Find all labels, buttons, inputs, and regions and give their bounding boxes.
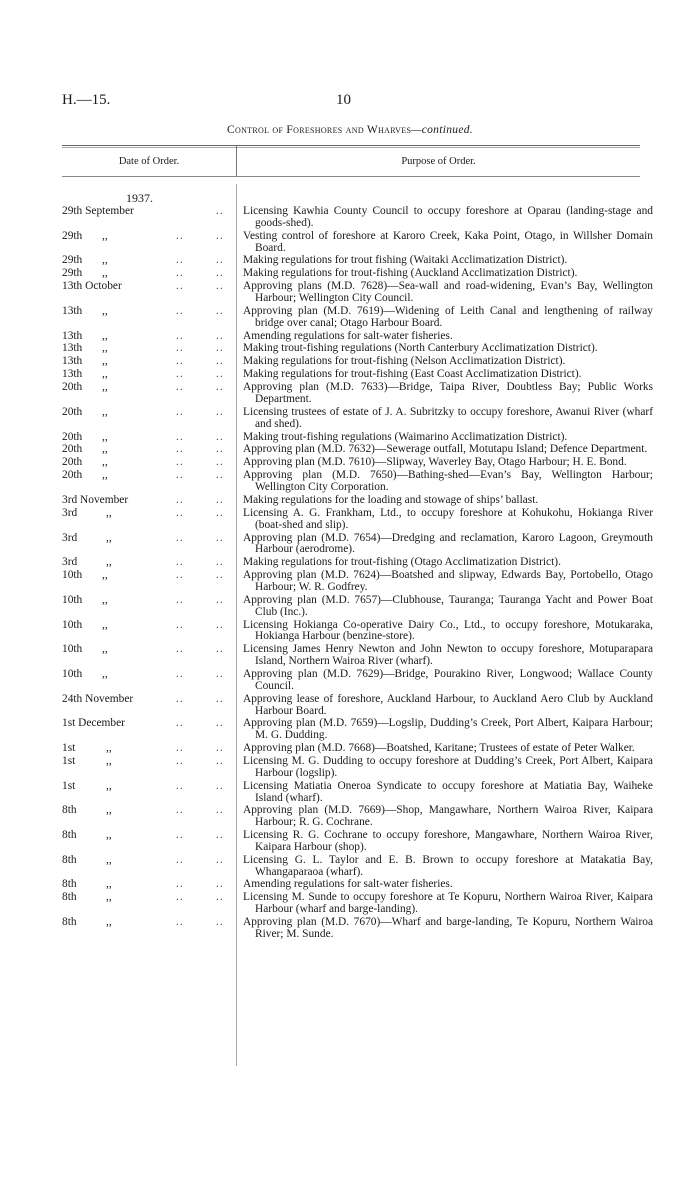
order-purpose: Making trout-fishing regulations (Waimarino Acclimatization District). — [243, 430, 568, 443]
order-purpose: Approving plan (M.D. 7668)—Boatshed, Karitane; Trustees of estate of Peter Walker. — [243, 742, 635, 755]
order-date — [62, 595, 236, 607]
ditto-mark: ,, — [106, 916, 112, 929]
ditto-mark: ,, — [102, 443, 108, 456]
leader-dots: .. — [216, 342, 224, 355]
ditto-mark: ,, — [102, 342, 108, 355]
order-date — [62, 756, 236, 768]
table-row — [62, 643, 653, 668]
leader-dots: .. — [176, 430, 184, 443]
order-day: 29th — [62, 229, 83, 242]
order-date — [62, 306, 236, 318]
order-day: 1st — [62, 754, 76, 767]
leader-dots: .. — [216, 205, 224, 217]
order-date — [62, 718, 236, 730]
table-row — [62, 356, 642, 368]
leader-dots: .. — [176, 853, 184, 866]
leader-dots: .. — [176, 804, 184, 817]
table-row — [62, 804, 653, 829]
table-row — [62, 369, 642, 381]
order-date — [62, 206, 236, 218]
order-date — [62, 356, 236, 368]
order-date — [62, 369, 236, 381]
ditto-mark: ,, — [102, 430, 108, 443]
table-row — [62, 495, 642, 507]
leader-dots: .. — [176, 754, 184, 767]
order-date — [62, 432, 236, 444]
order-day: 8th — [62, 878, 77, 891]
order-date — [62, 268, 236, 280]
header-rule — [62, 176, 640, 177]
table-row — [62, 457, 642, 469]
table-row — [62, 343, 642, 355]
order-date — [62, 743, 236, 755]
table-row — [62, 879, 642, 891]
top-rule — [62, 145, 640, 148]
order-date — [62, 570, 236, 582]
ditto-mark: ,, — [106, 506, 112, 519]
leader-dots: .. — [216, 667, 224, 680]
order-purpose: Licensing trustees of estate of J. A. Subritzky to occupy foreshore, Awanui River (wharf and shed). — [243, 405, 653, 430]
ditto-mark: ,, — [106, 878, 112, 891]
order-purpose: Approving lease of foreshore, Auckland Harbour, to Auckland Aero Club by Auckland Harbour Board. — [243, 692, 653, 717]
leader-dots: .. — [176, 355, 184, 368]
order-day: 20th — [62, 443, 83, 456]
order-day: 1st — [62, 742, 76, 755]
order-date — [62, 508, 236, 520]
ditto-mark: ,, — [106, 531, 112, 544]
page-number: 10 — [336, 92, 351, 108]
ditto-mark: ,, — [102, 569, 108, 582]
order-date — [62, 557, 236, 569]
table-row — [62, 692, 653, 718]
ditto-mark: ,, — [102, 254, 108, 267]
order-day: 29th — [62, 267, 83, 280]
leader-dots: .. — [176, 267, 184, 280]
leader-dots: .. — [216, 878, 224, 891]
order-day: 13th — [62, 368, 83, 381]
order-purpose: Approving plan (M.D. 7632)—Sewerage outfall, Motutapu Island; Defence Department. — [243, 443, 648, 456]
order-date — [62, 781, 236, 793]
order-purpose: Approving plan (M.D. 7669)—Shop, Mangawhare, Northern Wairoa River, Kaipara Harbour; R. G. Cochrane. — [243, 804, 653, 829]
ditto-mark: ,, — [106, 742, 112, 755]
leader-dots: .. — [176, 569, 184, 582]
leader-dots: .. — [176, 469, 184, 482]
ditto-mark: ,, — [106, 829, 112, 842]
leader-dots: .. — [176, 779, 184, 792]
leader-dots: .. — [176, 593, 184, 606]
leader-dots: .. — [216, 556, 224, 569]
table-row — [62, 569, 653, 594]
order-purpose: Making regulations for trout-fishing (Nelson Acclimatization District). — [243, 355, 566, 368]
leader-dots: .. — [216, 355, 224, 368]
ditto-mark: ,, — [102, 368, 108, 381]
order-date — [62, 343, 236, 355]
order-date — [62, 407, 236, 419]
column-header-date: Date of Order. — [118, 156, 180, 167]
order-day: 20th — [62, 381, 83, 394]
ditto-mark: ,, — [106, 556, 112, 569]
leader-dots: .. — [176, 280, 184, 293]
order-date — [62, 669, 236, 681]
leader-dots: .. — [216, 779, 224, 792]
table-row — [62, 381, 653, 406]
leader-dots: .. — [216, 405, 224, 418]
order-date — [62, 382, 236, 394]
leader-dots: .. — [176, 493, 184, 506]
order-purpose: Approving plan (M.D. 7619)—Widening of Leith Canal and lengthening of railway bridge over canal; Otago Harbour Board. — [243, 304, 653, 329]
leader-dots: .. — [176, 254, 184, 267]
order-purpose: Licensing M. G. Dudding to occupy foreshore at Dudding’s Creek, Port Albert, Kaipara Harbour (logslip). — [243, 754, 653, 779]
leader-dots: .. — [216, 593, 224, 606]
leader-dots: .. — [216, 916, 224, 929]
order-purpose: Vesting control of foreshore at Karoro Creek, Kaka Point, Otago, in Willsher Domain Board. — [243, 229, 653, 254]
leader-dots: .. — [216, 618, 224, 631]
table-row — [62, 443, 648, 456]
table-row — [62, 331, 642, 343]
ditto-mark: ,, — [102, 618, 108, 631]
order-date — [62, 444, 236, 456]
ditto-mark: ,, — [102, 304, 108, 317]
order-day: 3rd — [62, 531, 78, 544]
leader-dots: .. — [176, 643, 184, 656]
table-row — [62, 754, 653, 780]
order-purpose: Making regulations for trout-fishing (East Coast Acclimatization District). — [243, 368, 582, 381]
order-day: 10th — [62, 643, 83, 656]
leader-dots: .. — [216, 643, 224, 656]
table-row — [62, 618, 653, 644]
ditto-mark: ,, — [102, 593, 108, 606]
leader-dots: .. — [216, 853, 224, 866]
table-title-suffix: —continued. — [411, 124, 473, 136]
page-reference: H.—15. — [62, 92, 111, 108]
leader-dots: .. — [216, 804, 224, 817]
order-purpose: Licensing G. L. Taylor and E. B. Brown to occupy foreshore at Matakatia Bay, Whangaparaoa (wharf). — [243, 853, 653, 878]
leader-dots: .. — [176, 618, 184, 631]
table-row — [62, 891, 653, 916]
order-day: 13th — [62, 342, 83, 355]
table-row — [62, 304, 653, 330]
order-day: 13th — [62, 304, 83, 317]
order-purpose: Approving plan (M.D. 7629)—Bridge, Pourakino River, Longwood; Wallace County Council. — [243, 667, 653, 692]
order-purpose: Approving plan (M.D. 7659)—Logslip, Dudding’s Creek, Port Albert, Kaipara Harbour; M. G. Dudding. — [243, 717, 653, 742]
leader-dots: .. — [176, 829, 184, 842]
table-row — [62, 743, 642, 755]
table-title — [0, 124, 700, 136]
order-day: 10th — [62, 667, 83, 680]
ditto-mark: ,, — [102, 267, 108, 280]
leader-dots: .. — [176, 229, 184, 242]
leader-dots: .. — [176, 456, 184, 469]
order-day: 3rd — [62, 506, 78, 519]
ditto-mark: ,, — [102, 381, 108, 394]
order-purpose: Making regulations for trout fishing (Waitaki Acclimatization District). — [243, 254, 568, 267]
table-row — [62, 829, 653, 854]
order-day: 1st December — [62, 717, 125, 730]
table-row — [62, 593, 653, 619]
order-purpose: Amending regulations for salt-water fisheries. — [243, 329, 453, 342]
leader-dots: .. — [216, 254, 224, 267]
order-purpose: Making trout-fishing regulations (North Canterbury Acclimatization District). — [243, 342, 598, 355]
leader-dots: .. — [176, 878, 184, 891]
order-purpose: Making regulations for the loading and stowage of ships’ ballast. — [243, 493, 539, 506]
table-row — [62, 853, 653, 879]
ditto-mark: ,, — [106, 779, 112, 792]
leader-dots: .. — [216, 329, 224, 342]
leader-dots: .. — [216, 381, 224, 394]
leader-dots: .. — [216, 430, 224, 443]
leader-dots: .. — [176, 916, 184, 929]
ditto-mark: ,, — [102, 229, 108, 242]
order-purpose: Licensing Kawhia County Council to occupy foreshore at Oparau (landing-stage and goods-shed). — [243, 205, 653, 229]
leader-dots: .. — [176, 717, 184, 730]
leader-dots: .. — [176, 692, 184, 705]
table-title-main: Control of Foreshores and Wharves — [227, 124, 412, 136]
ditto-mark: ,, — [102, 643, 108, 656]
order-date — [62, 533, 236, 545]
order-purpose: Approving plan (M.D. 7654)—Dredging and reclamation, Karoro Lagoon, Greymouth Harbour (aerodrome). — [243, 531, 653, 556]
order-purpose: Approving plans (M.D. 7628)—Sea-wall and road-widening, Evan’s Bay, Wellington Harbour; Wellington City Council. — [243, 280, 653, 305]
ditto-mark: ,, — [102, 355, 108, 368]
leader-dots: .. — [176, 891, 184, 904]
table-row — [62, 405, 653, 431]
order-day: 13th October — [62, 280, 122, 293]
leader-dots: .. — [176, 531, 184, 544]
order-date — [62, 331, 236, 343]
ditto-mark: ,, — [102, 469, 108, 482]
order-date — [62, 917, 236, 929]
leader-dots: .. — [176, 368, 184, 381]
leader-dots: .. — [216, 531, 224, 544]
table-row — [62, 268, 642, 280]
order-purpose: Licensing Hokianga Co-operative Dairy Co., Ltd., to occupy foreshore, Motukaraka, Hokianga Harbour (benzine-store). — [243, 618, 653, 643]
order-day: 24th November — [62, 692, 134, 705]
ditto-mark: ,, — [106, 853, 112, 866]
order-purpose: Licensing M. Sunde to occupy foreshore at Te Kopuru, Northern Wairoa River, Kaipara Harbour (wharf and barge-landing). — [243, 891, 653, 916]
order-day: 29th — [62, 254, 83, 267]
table-row — [62, 916, 653, 941]
leader-dots: .. — [216, 304, 224, 317]
table-row — [62, 432, 642, 444]
table-row — [62, 779, 653, 805]
leader-dots: .. — [176, 556, 184, 569]
leader-dots: .. — [216, 891, 224, 904]
leader-dots: .. — [216, 692, 224, 705]
leader-dots: .. — [216, 456, 224, 469]
order-day: 8th — [62, 829, 77, 842]
order-date — [62, 495, 236, 507]
leader-dots: .. — [216, 267, 224, 280]
order-purpose: Making regulations for trout-fishing (Auckland Acclimatization District). — [243, 267, 578, 280]
order-day: 13th — [62, 355, 83, 368]
order-date — [62, 470, 236, 482]
order-date — [62, 231, 236, 243]
ditto-mark: ,, — [106, 804, 112, 817]
order-date — [62, 457, 236, 469]
ditto-mark: ,, — [106, 891, 112, 904]
order-day: 20th — [62, 405, 83, 418]
order-day: 8th — [62, 853, 77, 866]
order-purpose: Approving plan (M.D. 7670)—Wharf and barge-landing, Te Kopuru, Northern Wairoa River; M. Sunde. — [243, 916, 653, 940]
order-day: 3rd November — [62, 493, 129, 506]
ditto-mark: ,, — [106, 754, 112, 767]
order-day: 3rd — [62, 556, 78, 569]
order-date — [62, 620, 236, 632]
leader-dots: .. — [176, 304, 184, 317]
order-day: 20th — [62, 456, 83, 469]
leader-dots: .. — [176, 667, 184, 680]
table-row — [62, 506, 653, 532]
order-date — [62, 644, 236, 656]
order-day: 29th September — [62, 205, 134, 217]
ditto-mark: ,, — [102, 405, 108, 418]
leader-dots: .. — [176, 381, 184, 394]
order-day: 8th — [62, 804, 77, 817]
order-purpose: Approving plan (M.D. 7650)—Bathing-shed—Evan’s Bay, Wellington Harbour; Wellington City Corporation. — [243, 469, 653, 494]
leader-dots: .. — [216, 493, 224, 506]
order-purpose: Approving plan (M.D. 7610)—Slipway, Waverley Bay, Otago Harbour; H. E. Bond. — [243, 456, 627, 469]
leader-dots: .. — [216, 569, 224, 582]
orders-table — [62, 205, 653, 942]
leader-dots: .. — [216, 742, 224, 755]
order-purpose: Licensing A. G. Frankham, Ltd., to occupy foreshore at Kohukohu, Hokianga River (boat-shed and slip). — [243, 506, 653, 531]
leader-dots: .. — [216, 829, 224, 842]
order-purpose: Amending regulations for salt-water fisheries. — [243, 878, 453, 891]
leader-dots: .. — [216, 506, 224, 519]
table-row — [62, 717, 653, 742]
year-label: 1937. — [126, 191, 153, 205]
leader-dots: .. — [216, 717, 224, 730]
order-day: 10th — [62, 593, 83, 606]
leader-dots: .. — [176, 329, 184, 342]
order-day: 13th — [62, 329, 83, 342]
ditto-mark: ,, — [102, 329, 108, 342]
leader-dots: .. — [176, 342, 184, 355]
order-purpose: Licensing R. G. Cochrane to occupy foreshore, Mangawhare, Northern Wairoa River, Kaipara Harbour (shop). — [243, 829, 653, 853]
leader-dots: .. — [216, 229, 224, 242]
table-row — [62, 557, 642, 569]
leader-dots: .. — [176, 742, 184, 755]
leader-dots: .. — [216, 469, 224, 482]
table-row — [62, 280, 653, 305]
order-date — [62, 892, 236, 904]
order-purpose: Approving plan (M.D. 7633)—Bridge, Taipa River, Doubtless Bay; Public Works Department. — [243, 381, 653, 406]
leader-dots: .. — [176, 405, 184, 418]
order-day: 8th — [62, 916, 77, 929]
table-row — [62, 255, 642, 267]
order-date — [62, 694, 236, 706]
order-date — [62, 855, 236, 867]
order-day: 20th — [62, 469, 83, 482]
order-day: 1st — [62, 779, 76, 792]
leader-dots: .. — [216, 280, 224, 293]
order-day: 20th — [62, 430, 83, 443]
order-day: 8th — [62, 891, 77, 904]
table-row — [62, 229, 653, 255]
order-purpose: Licensing Matiatia Oneroa Syndicate to occupy foreshore at Matiatia Bay, Waiheke Island (wharf). — [243, 779, 653, 804]
order-date — [62, 879, 236, 891]
order-date — [62, 255, 236, 267]
order-date — [62, 830, 236, 842]
order-day: 10th — [62, 569, 83, 582]
leader-dots: .. — [176, 506, 184, 519]
order-date — [62, 805, 236, 817]
leader-dots: .. — [176, 443, 184, 456]
order-purpose: Approving plan (M.D. 7657)—Clubhouse, Tauranga; Tauranga Yacht and Power Boat Club (Inc.). — [243, 593, 653, 618]
order-date — [62, 281, 236, 293]
table-row — [62, 667, 653, 693]
leader-dots: .. — [216, 443, 224, 456]
table-row — [62, 531, 653, 557]
table-row — [62, 469, 653, 494]
order-day: 10th — [62, 618, 83, 631]
order-purpose: Making regulations for trout-fishing (Otago Acclimatization District). — [243, 556, 561, 569]
ditto-mark: ,, — [102, 667, 108, 680]
table-row — [62, 205, 653, 230]
order-purpose: Licensing James Henry Newton and John Newton to occupy foreshore, Motuparapara Island, Northern Wairoa River (wharf). — [243, 643, 653, 668]
leader-dots: .. — [216, 368, 224, 381]
order-purpose: Approving plan (M.D. 7624)—Boatshed and slipway, Edwards Bay, Portobello, Otago Harbour; W. R. Godfrey. — [243, 569, 653, 594]
column-header-purpose: Purpose of Order. — [401, 156, 476, 167]
ditto-mark: ,, — [102, 456, 108, 469]
leader-dots: .. — [216, 754, 224, 767]
